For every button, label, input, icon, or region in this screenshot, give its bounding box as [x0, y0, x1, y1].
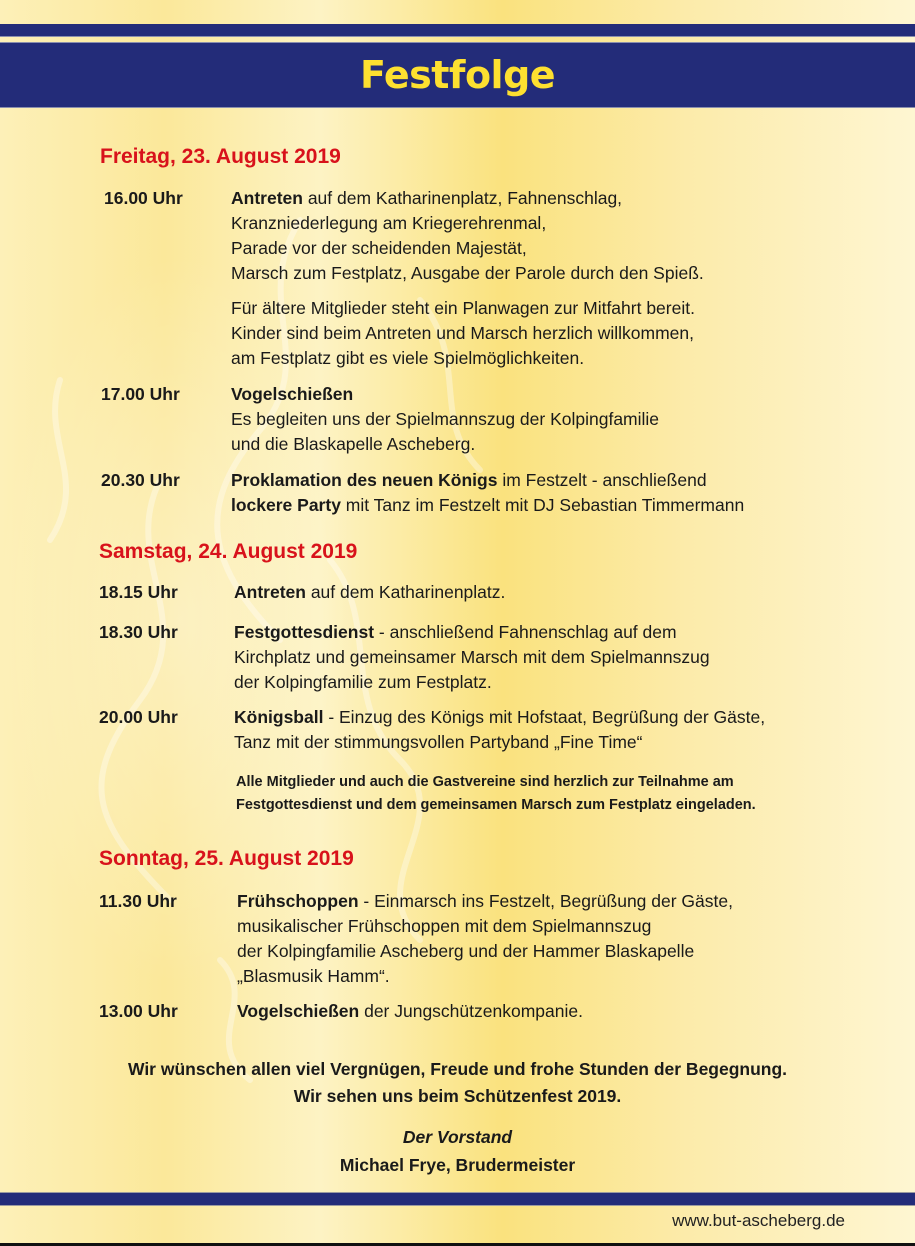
invitation-note-line: Alle Mitglieder und auch die Gastvereine sind herzlich zur Teilnahme am [236, 774, 734, 790]
website-url[interactable]: www.but-ascheberg.de [672, 1211, 845, 1230]
footer-accent-bar [0, 1192, 915, 1206]
event-time: 20.00 Uhr [99, 707, 178, 727]
event-line [231, 186, 622, 210]
event-time: 17.00 Uhr [101, 384, 180, 404]
signature-group-label: Der Vorstand [402, 1127, 513, 1147]
event-highlight: Antreten [234, 582, 306, 602]
signature-name: Michael Frye, Brudermeister [339, 1155, 576, 1175]
event-time: 20.30 Uhr [101, 470, 180, 490]
event-highlight: lockere Party [231, 495, 341, 515]
closing-see-you: Wir sehen uns beim Schützenfest 2019. [293, 1086, 622, 1106]
event-time: 18.30 Uhr [99, 622, 178, 642]
event-line [231, 493, 744, 517]
invitation-note-line: Festgottesdienst und dem gemeinsamen Marsch zum Festplatz eingeladen. [236, 797, 756, 813]
page-title: Festfolge [359, 53, 556, 97]
event-text: - Einzug des Königs mit Hofstaat, Begrüßung der Gäste, [323, 707, 766, 727]
event-info-line: Kinder sind beim Antreten und Marsch herzlich willkommen, [231, 323, 694, 343]
event-line: „Blasmusik Hamm“. [237, 966, 390, 986]
event-time: 18.15 Uhr [99, 582, 178, 602]
event-line: Es begleiten uns der Spielmannszug der Kolpingfamilie [231, 409, 660, 429]
event-line [234, 705, 765, 729]
event-time: 13.00 Uhr [99, 1001, 178, 1021]
event-line: musikalischer Frühschoppen mit dem Spielmannszug [237, 916, 652, 936]
event-highlight: Antreten [231, 188, 303, 208]
top-accent-bar [0, 24, 915, 37]
closing-wish: Wir wünschen allen viel Vergnügen, Freude und frohe Stunden der Begegnung. [127, 1059, 788, 1079]
event-time: 16.00 Uhr [104, 188, 183, 208]
event-line [237, 889, 733, 913]
signature-group [0, 1124, 915, 1151]
event-text: auf dem Katharinenplatz, Fahnenschlag, [302, 188, 623, 208]
event-line: Kirchplatz und gemeinsamer Marsch mit dem Spielmannszug [234, 647, 710, 667]
event-line [237, 999, 583, 1023]
event-line: Kranzniederlegung am Kriegerehrenmal, [231, 213, 547, 233]
header-banner [0, 42, 915, 108]
event-text: im Festzelt - anschließend [497, 470, 707, 490]
event-line: Parade vor der scheidenden Majestät, [231, 238, 527, 258]
day-heading: Freitag, 23. August 2019 [100, 145, 341, 168]
event-line: der Kolpingfamilie zum Festplatz. [234, 672, 492, 692]
event-highlight: Frühschoppen [237, 891, 359, 911]
event-line [231, 468, 707, 492]
event-highlight: Proklamation des neuen Königs [231, 470, 498, 490]
event-highlight: Königsball [234, 707, 324, 727]
event-line: der Kolpingfamilie Ascheberg und der Hammer Blaskapelle [237, 941, 695, 961]
event-line: Tanz mit der stimmungsvollen Partyband „Fine Time“ [234, 732, 643, 752]
event-info-line: Für ältere Mitglieder steht ein Planwagen zur Mitfahrt bereit. [231, 298, 695, 318]
event-line [234, 620, 677, 644]
event-text: der Jungschützenkompanie. [359, 1001, 583, 1021]
event-text: auf dem Katharinenplatz. [305, 582, 506, 602]
event-text: mit Tanz im Festzelt mit DJ Sebastian Timmermann [340, 495, 745, 515]
event-line [234, 580, 505, 604]
event-line: Marsch zum Festplatz, Ausgabe der Parole durch den Spieß. [231, 263, 704, 283]
event-text: - Einmarsch ins Festzelt, Begrüßung der Gäste, [358, 891, 733, 911]
event-highlight: Vogelschießen [237, 1001, 360, 1021]
event-highlight: Festgottesdienst [234, 622, 375, 642]
event-line: und die Blaskapelle Ascheberg. [231, 434, 476, 454]
event-highlight: Vogelschießen [231, 384, 354, 404]
event-text: - anschließend Fahnenschlag auf dem [374, 622, 677, 642]
event-info-line: am Festplatz gibt es viele Spielmöglichkeiten. [231, 348, 585, 368]
event-line [231, 382, 353, 406]
day-heading: Samstag, 24. August 2019 [99, 540, 358, 563]
event-time: 11.30 Uhr [99, 891, 177, 911]
day-heading: Sonntag, 25. August 2019 [99, 847, 354, 870]
